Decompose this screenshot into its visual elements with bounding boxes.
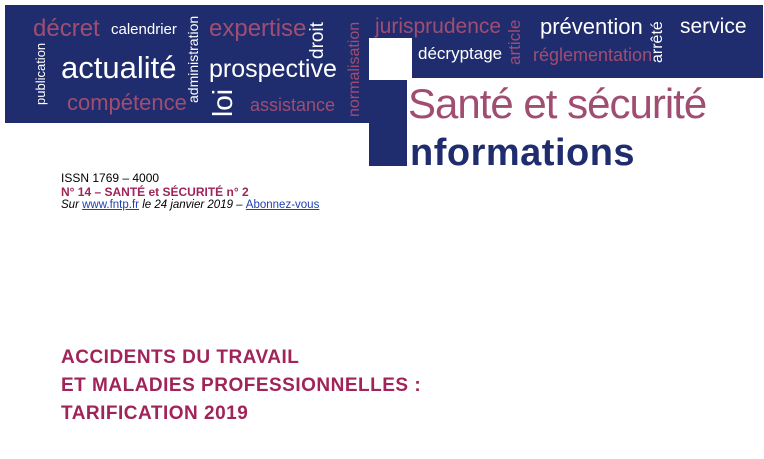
publication-line	[61, 200, 319, 212]
banner-word: calendrier	[111, 21, 177, 38]
banner-word: compétence	[67, 90, 187, 115]
banner-word: actualité	[61, 50, 177, 85]
date-text: le 24 janvier 2019 –	[142, 199, 243, 211]
headline-line: TARIFICATION 2019	[61, 403, 249, 424]
banner-word: arrêté	[649, 21, 666, 63]
subscribe-link[interactable]: Abonnez-vous	[245, 199, 320, 211]
article-headline	[61, 344, 421, 428]
banner-word: loi	[207, 88, 238, 117]
banner-word: réglementation	[533, 45, 653, 65]
publication-title-line2: nformations	[410, 132, 636, 174]
banner-word: décryptage	[418, 44, 503, 63]
banner-word: article	[505, 19, 524, 65]
logo-square	[369, 38, 412, 78]
banner-word: décret	[33, 15, 100, 42]
headline-line: ACCIDENTS DU TRAVAIL	[61, 347, 300, 368]
banner-word: prévention	[540, 14, 643, 39]
publication-title-line1: Santé et sécurité	[408, 80, 707, 127]
banner-word: expertise	[209, 15, 307, 42]
banner-word: publication	[33, 42, 48, 105]
banner-word: service	[680, 15, 747, 38]
website-link[interactable]: www.fntp.fr	[82, 199, 139, 211]
logo-i-bar	[369, 80, 407, 166]
banner-word: administration	[185, 15, 201, 103]
issn: ISSN 1769 – 4000	[61, 171, 160, 185]
banner-word: assistance	[250, 95, 336, 115]
headline-line: ET MALADIES PROFESSIONNELLES :	[61, 375, 422, 396]
banner-word: droit	[307, 22, 328, 59]
banner-word: prospective	[209, 55, 337, 83]
banner-word: jurisprudence	[375, 15, 502, 38]
banner-word: normalisation	[346, 21, 363, 117]
on-label: Sur	[61, 199, 79, 211]
issue-number: N° 14 – SANTÉ et SÉCURITÉ n° 2	[61, 185, 249, 199]
